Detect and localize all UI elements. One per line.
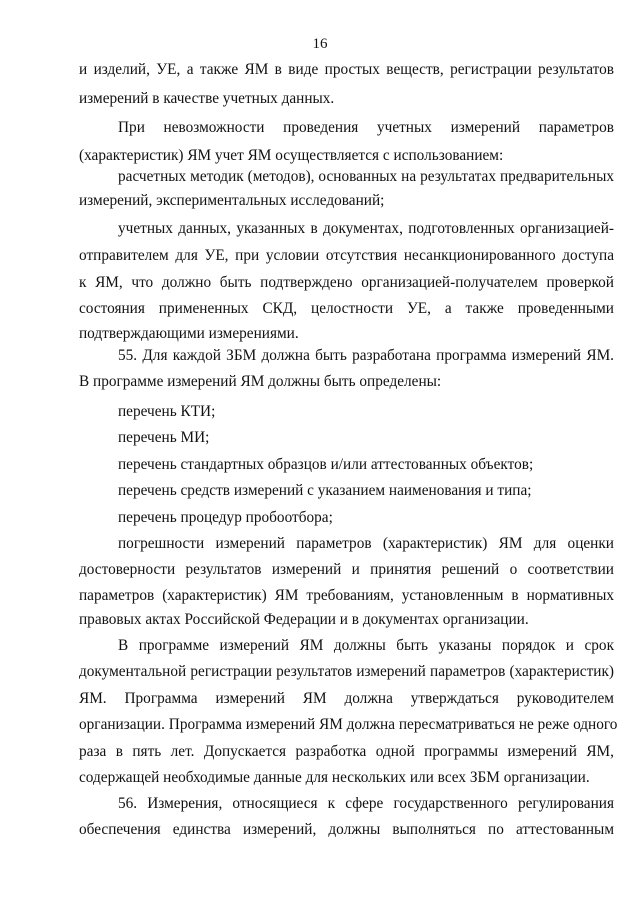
text-line: погрешности измерений параметров (характеристик) ЯМ для оценки [118, 535, 614, 552]
text-line: (характеристик) ЯМ учет ЯМ осуществляется с использованием: [79, 147, 504, 164]
text-line: 56. Измерения, относящиеся к сфере государственного регулирования [118, 795, 614, 812]
page-number: 16 [312, 36, 328, 52]
text-line: состояния примененных СКД, целостности УЕ, а также проведенными [79, 300, 614, 317]
text-line: обеспечения единства измерений, должны выполняться по аттестованным [79, 821, 614, 838]
text-line: подтверждающими измерениями. [79, 325, 299, 342]
text-line: В программе измерений ЯМ должны быть определены: [79, 373, 442, 390]
text-line: расчетных методик (методов), основанных на результатах предварительных [118, 168, 614, 185]
text-line: 55. Для каждой ЗБМ должна быть разработана программа измерений ЯМ. [118, 347, 614, 364]
text-line: раза в пять лет. Допускается разработка одной программы измерений ЯМ, [79, 743, 614, 760]
text-line: При невозможности проведения учетных измерений параметров [118, 119, 614, 136]
list-item: перечень МИ; [118, 429, 210, 446]
text-line: содержащей необходимые данные для нескольких или всех ЗБМ организации. [79, 769, 590, 786]
text-line: учетных данных, указанных в документах, подготовленных организацией- [118, 220, 614, 237]
text-line: документальной регистрации результатов измерений параметров (характеристик) [79, 663, 614, 680]
text-line: и изделий, УЕ, а также ЯМ в виде простых веществ, регистрации результатов [79, 61, 614, 78]
text-line: правовых актах Российской Федерации и в документах организации. [79, 611, 529, 628]
list-item: перечень процедур пробоотбора; [118, 509, 333, 526]
text-line: отправителем для УЕ, при условии отсутствия несанкционированного доступа [79, 247, 614, 264]
list-item: перечень стандартных образцов и/или аттестованных объектов; [118, 456, 534, 473]
text-line: достоверности результатов измерений и принятия решений о соответствии [79, 561, 614, 578]
text-line: к ЯМ, что должно быть подтверждено организацией-получателем проверкой [79, 274, 614, 291]
text-line: параметров (характеристик) ЯМ требованиям, установленным в нормативных [79, 587, 614, 604]
text-line: измерений в качестве учетных данных. [79, 90, 335, 107]
text-line: В программе измерений ЯМ должны быть указаны порядок и срок [118, 637, 614, 654]
list-item: перечень средств измерений с указанием наименования и типа; [118, 482, 532, 499]
list-item: перечень КТИ; [118, 403, 216, 420]
text-line: организации. Программа измерений ЯМ должна пересматриваться не реже одного [79, 716, 618, 733]
text-line: ЯМ. Программа измерений ЯМ должна утверждаться руководителем [79, 690, 614, 707]
text-line: измерений, экспериментальных исследований; [79, 192, 385, 209]
